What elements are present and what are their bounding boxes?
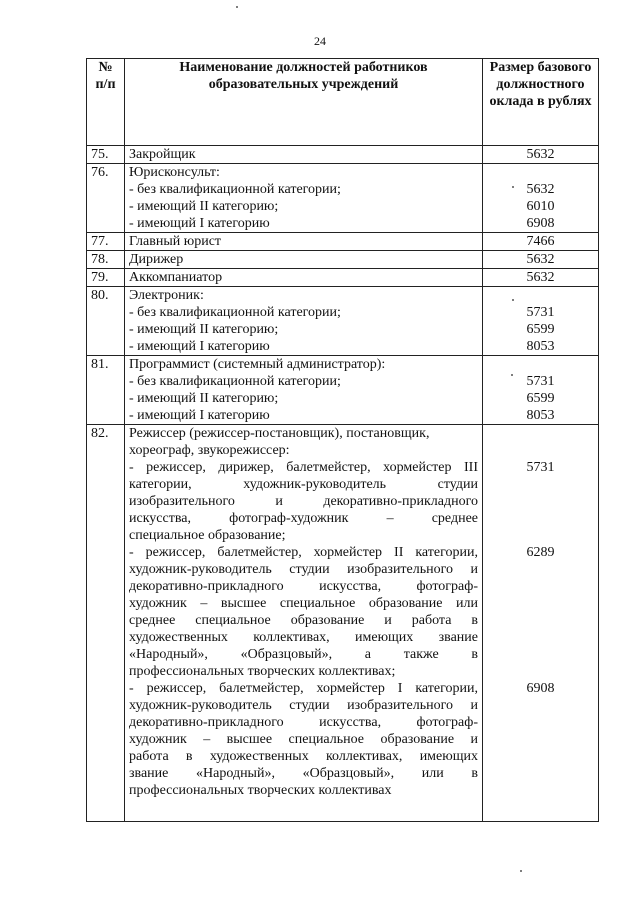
- salary-value: [487, 287, 594, 304]
- row-number: 80.: [87, 287, 125, 356]
- position-name: [125, 233, 483, 251]
- row-number: 81.: [87, 356, 125, 425]
- position-line: - имеющий II категорию;: [129, 199, 279, 214]
- salary-spacer: [487, 476, 594, 493]
- table-row: [87, 164, 599, 233]
- scan-speck: [512, 299, 514, 301]
- salary-value: 6010: [526, 199, 555, 214]
- scan-speck: [236, 6, 238, 8]
- position-line: категории, художник-руководитель студии: [129, 477, 478, 492]
- salary-spacer: [487, 748, 594, 765]
- salary-value: 7466: [526, 234, 555, 249]
- salary-value: 6289: [526, 545, 555, 560]
- position-line: - без квалификационной категории;: [129, 182, 341, 197]
- salary-value: 5632: [526, 147, 555, 162]
- salary-value: [487, 164, 594, 181]
- salary-table: [86, 58, 599, 822]
- position-line: декоративно-прикладного искусства, фотограф-: [129, 715, 478, 730]
- table-row: [87, 287, 599, 356]
- salary-spacer: [487, 629, 594, 646]
- row-number: 75.: [87, 146, 125, 164]
- position-line: художник – высшее специальное образование или: [129, 596, 478, 611]
- salary-cell: [483, 251, 599, 269]
- salary-value: 5632: [526, 270, 555, 285]
- position-line: Режиссер (режиссер-постановщик), постановщик,: [129, 426, 430, 441]
- salary-value: 5731: [526, 374, 555, 389]
- position-line: - имеющий I категорию: [129, 216, 270, 231]
- salary-cell: [483, 287, 599, 356]
- position-line: - без квалификационной категории;: [129, 305, 341, 320]
- salary-value: 5632: [526, 182, 555, 197]
- salary-spacer: [487, 765, 594, 782]
- table-row: [87, 146, 599, 164]
- salary-cell: [483, 356, 599, 425]
- position-name: [125, 287, 483, 356]
- salary-cell: [483, 425, 599, 822]
- salary-spacer: [487, 697, 594, 714]
- salary-value: 5731: [526, 305, 555, 320]
- position-line: Программист (системный администратор):: [129, 357, 386, 372]
- scan-speck: [520, 870, 522, 872]
- scan-speck: [511, 374, 513, 376]
- position-line: изобразительного и декоративно-прикладного: [129, 494, 478, 509]
- salary-spacer: [487, 646, 594, 663]
- salary-spacer: [487, 578, 594, 595]
- position-line: искусства, фотограф-художник – среднее: [129, 511, 478, 526]
- row-number: 78.: [87, 251, 125, 269]
- salary-cell: [483, 164, 599, 233]
- salary-spacer: [487, 714, 594, 731]
- position-line: «Народный», «Образцовый», а также в: [129, 647, 478, 662]
- position-line: хореограф, звукорежиссер:: [129, 443, 290, 458]
- position-line: художник-руководитель студии изобразительного и: [129, 562, 478, 577]
- table-row: [87, 233, 599, 251]
- position-name: [125, 146, 483, 164]
- row-number: 82.: [87, 425, 125, 822]
- salary-spacer: [487, 561, 594, 578]
- position-line: Главный юрист: [129, 234, 222, 249]
- row-number: 79.: [87, 269, 125, 287]
- salary-spacer: [487, 731, 594, 748]
- page-number: 24: [314, 34, 326, 48]
- position-line: художник – высшее специальное образование и: [129, 732, 478, 747]
- position-line: Электроник:: [129, 288, 204, 303]
- table-row: [87, 356, 599, 425]
- salary-value: 8053: [526, 339, 555, 354]
- position-name: [125, 269, 483, 287]
- row-number: 77.: [87, 233, 125, 251]
- salary-value: 6599: [526, 322, 555, 337]
- table-header-row: [87, 59, 599, 146]
- cell-bottom-space: [129, 799, 478, 821]
- position-line: - без квалификационной категории;: [129, 374, 341, 389]
- position-name: [125, 251, 483, 269]
- salary-cell: [483, 269, 599, 287]
- salary-value: 6908: [526, 216, 555, 231]
- salary-spacer: [487, 663, 594, 680]
- position-line: специальное образование;: [129, 528, 286, 543]
- salary-spacer: [487, 510, 594, 527]
- table-row: [87, 251, 599, 269]
- salary-cell: [483, 233, 599, 251]
- salary-spacer: [487, 425, 594, 442]
- salary-value: 5731: [526, 460, 555, 475]
- position-line: художник-руководитель студии изобразительного и: [129, 698, 478, 713]
- position-line: звание «Народный», «Образцовый», или в: [129, 766, 478, 781]
- position-line: декоративно-прикладного искусства, фотограф-: [129, 579, 478, 594]
- position-line: профессиональных творческих коллективах;: [129, 664, 396, 679]
- position-line: Дирижер: [129, 252, 184, 267]
- salary-cell: [483, 146, 599, 164]
- position-line: - имеющий II категорию;: [129, 391, 279, 406]
- scan-speck: [512, 186, 514, 188]
- position-line: Закройщик: [129, 147, 196, 162]
- position-name: [125, 356, 483, 425]
- salary-value: 5632: [526, 252, 555, 267]
- table-row: [87, 425, 599, 822]
- position-line: художественных коллективах, имеющих звание: [129, 630, 478, 645]
- position-line: - режиссер, балетмейстер, хормейстер I категории,: [129, 681, 478, 696]
- table-row: [87, 269, 599, 287]
- row-number: 76.: [87, 164, 125, 233]
- position-line: - имеющий II категорию;: [129, 322, 279, 337]
- header-position-name: Наименование должностей работников образовательных учреждений: [125, 59, 483, 146]
- salary-value: 6599: [526, 391, 555, 406]
- salary-spacer: [487, 612, 594, 629]
- position-line: - имеющий I категорию: [129, 339, 270, 354]
- position-line: среднее специальное образование и работа в: [129, 613, 478, 628]
- position-line: Аккомпаниатор: [129, 270, 223, 285]
- position-line: Юрисконсульт:: [129, 165, 220, 180]
- position-line: - режиссер, дирижер, балетмейстер, хормейстер III: [129, 460, 478, 475]
- position-name: [125, 164, 483, 233]
- position-line: профессиональных творческих коллективах: [129, 783, 392, 798]
- position-line: - режиссер, балетмейстер, хормейстер II категории,: [129, 545, 478, 560]
- salary-spacer: [487, 442, 594, 459]
- salary-spacer: [487, 527, 594, 544]
- header-number: № п/п: [87, 59, 125, 146]
- position-line: - имеющий I категорию: [129, 408, 270, 423]
- salary-spacer: [487, 493, 594, 510]
- position-name: [125, 425, 483, 822]
- salary-value: 6908: [526, 681, 555, 696]
- salary-spacer: [487, 595, 594, 612]
- header-salary: Размер базового должностного оклада в рублях: [483, 59, 599, 146]
- salary-spacer: [487, 782, 594, 799]
- position-line: работа в художественных коллективах, имеющих: [129, 749, 478, 764]
- salary-value: [487, 356, 594, 373]
- salary-value: 8053: [526, 408, 555, 423]
